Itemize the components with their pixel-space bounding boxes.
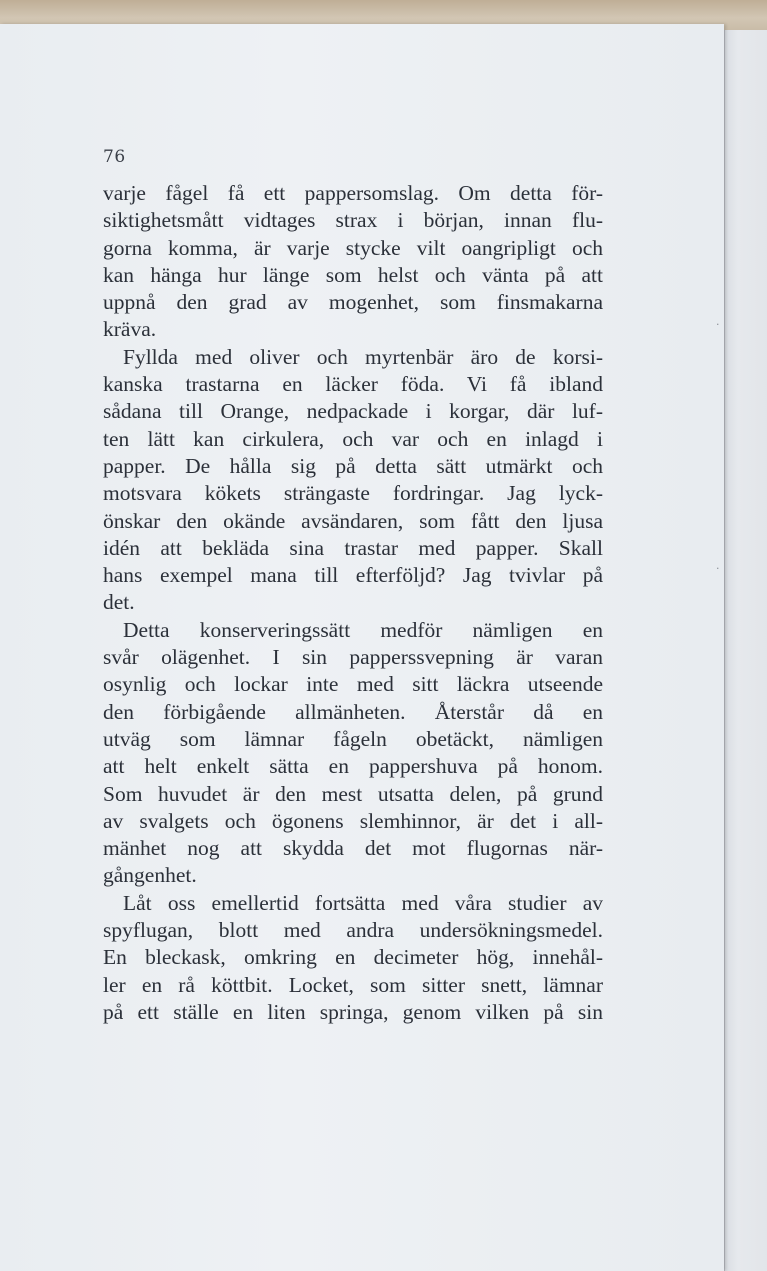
text-line: gångenhet. [103,863,197,888]
text-line: kan hänga hur länge som helst och vänta på att [103,262,603,287]
text-line: utväg som lämnar fågeln obetäckt, nämligen [103,726,603,751]
text-line: idén att bekläda sina trastar med papper. Skall [103,535,603,560]
text-line: ten lätt kan cirkulera, och var och en inlagd i [103,426,603,451]
text-line: varje fågel få ett pappersomslag. Om detta för- [103,181,603,205]
text-line: det. [103,590,135,615]
page-number: 76 [103,147,126,167]
text-line: Som huvudet är den mest utsatta delen, på grund [103,781,603,806]
text-line: mänhet nog att skydda det mot flugornas när- [103,836,603,861]
text-line: att helt enkelt sätta en pappershuva på honom. [103,754,603,779]
text-line: siktighetsmått vidtages strax i början, innan flu- [103,208,603,233]
text-line: ler en rå köttbit. Locket, som sitter snett, lämnar [103,972,603,997]
text-line: Detta konserveringssätt medför nämligen en [123,617,603,642]
text-line: den förbigående allmänheten. Återstår då en [103,699,603,724]
text-line: spyflugan, blott med andra undersökningsmedel. [103,918,603,943]
text-line: osynlig och lockar inte med sitt läckra utseende [103,672,603,697]
text-line: kräva. [103,317,157,342]
text-line: svår olägenhet. I sin papperssvepning är varan [103,645,603,670]
text-line: motsvara kökets strängaste fordringar. Jag lyck- [103,481,603,506]
text-line: på ett ställe en liten springa, genom vilken på sin [103,999,603,1024]
margin-speck: · [716,562,720,575]
text-line: Fyllda med oliver och myrtenbär äro de korsi- [123,344,603,369]
text-line: papper. De hålla sig på detta sätt utmärkt och [103,453,603,478]
text-line: hans exempel mana till efterföljd? Jag tvivlar på [103,563,603,588]
text-line: av svalgets och ögonens slemhinnor, är det i all- [103,808,603,833]
text-line: önskar den okände avsändaren, som fått den ljusa [103,508,603,533]
text-line: sådana till Orange, nedpackade i korgar, där luf- [103,399,603,424]
page-body [103,180,603,1026]
text-line: En bleckask, omkring en decimeter hög, innehål- [103,945,603,970]
text-line: uppnå den grad av mogenhet, som finsmakarna [103,290,603,315]
adjacent-page-edge [724,30,767,1271]
text-line: gorna komma, är varje stycke vilt oangripligt och [103,235,603,260]
text-line: Låt oss emellertid fortsätta med våra studier av [123,890,603,915]
margin-speck: · [716,318,720,331]
text-line: kanska trastarna en läcker föda. Vi få ibland [103,372,603,397]
